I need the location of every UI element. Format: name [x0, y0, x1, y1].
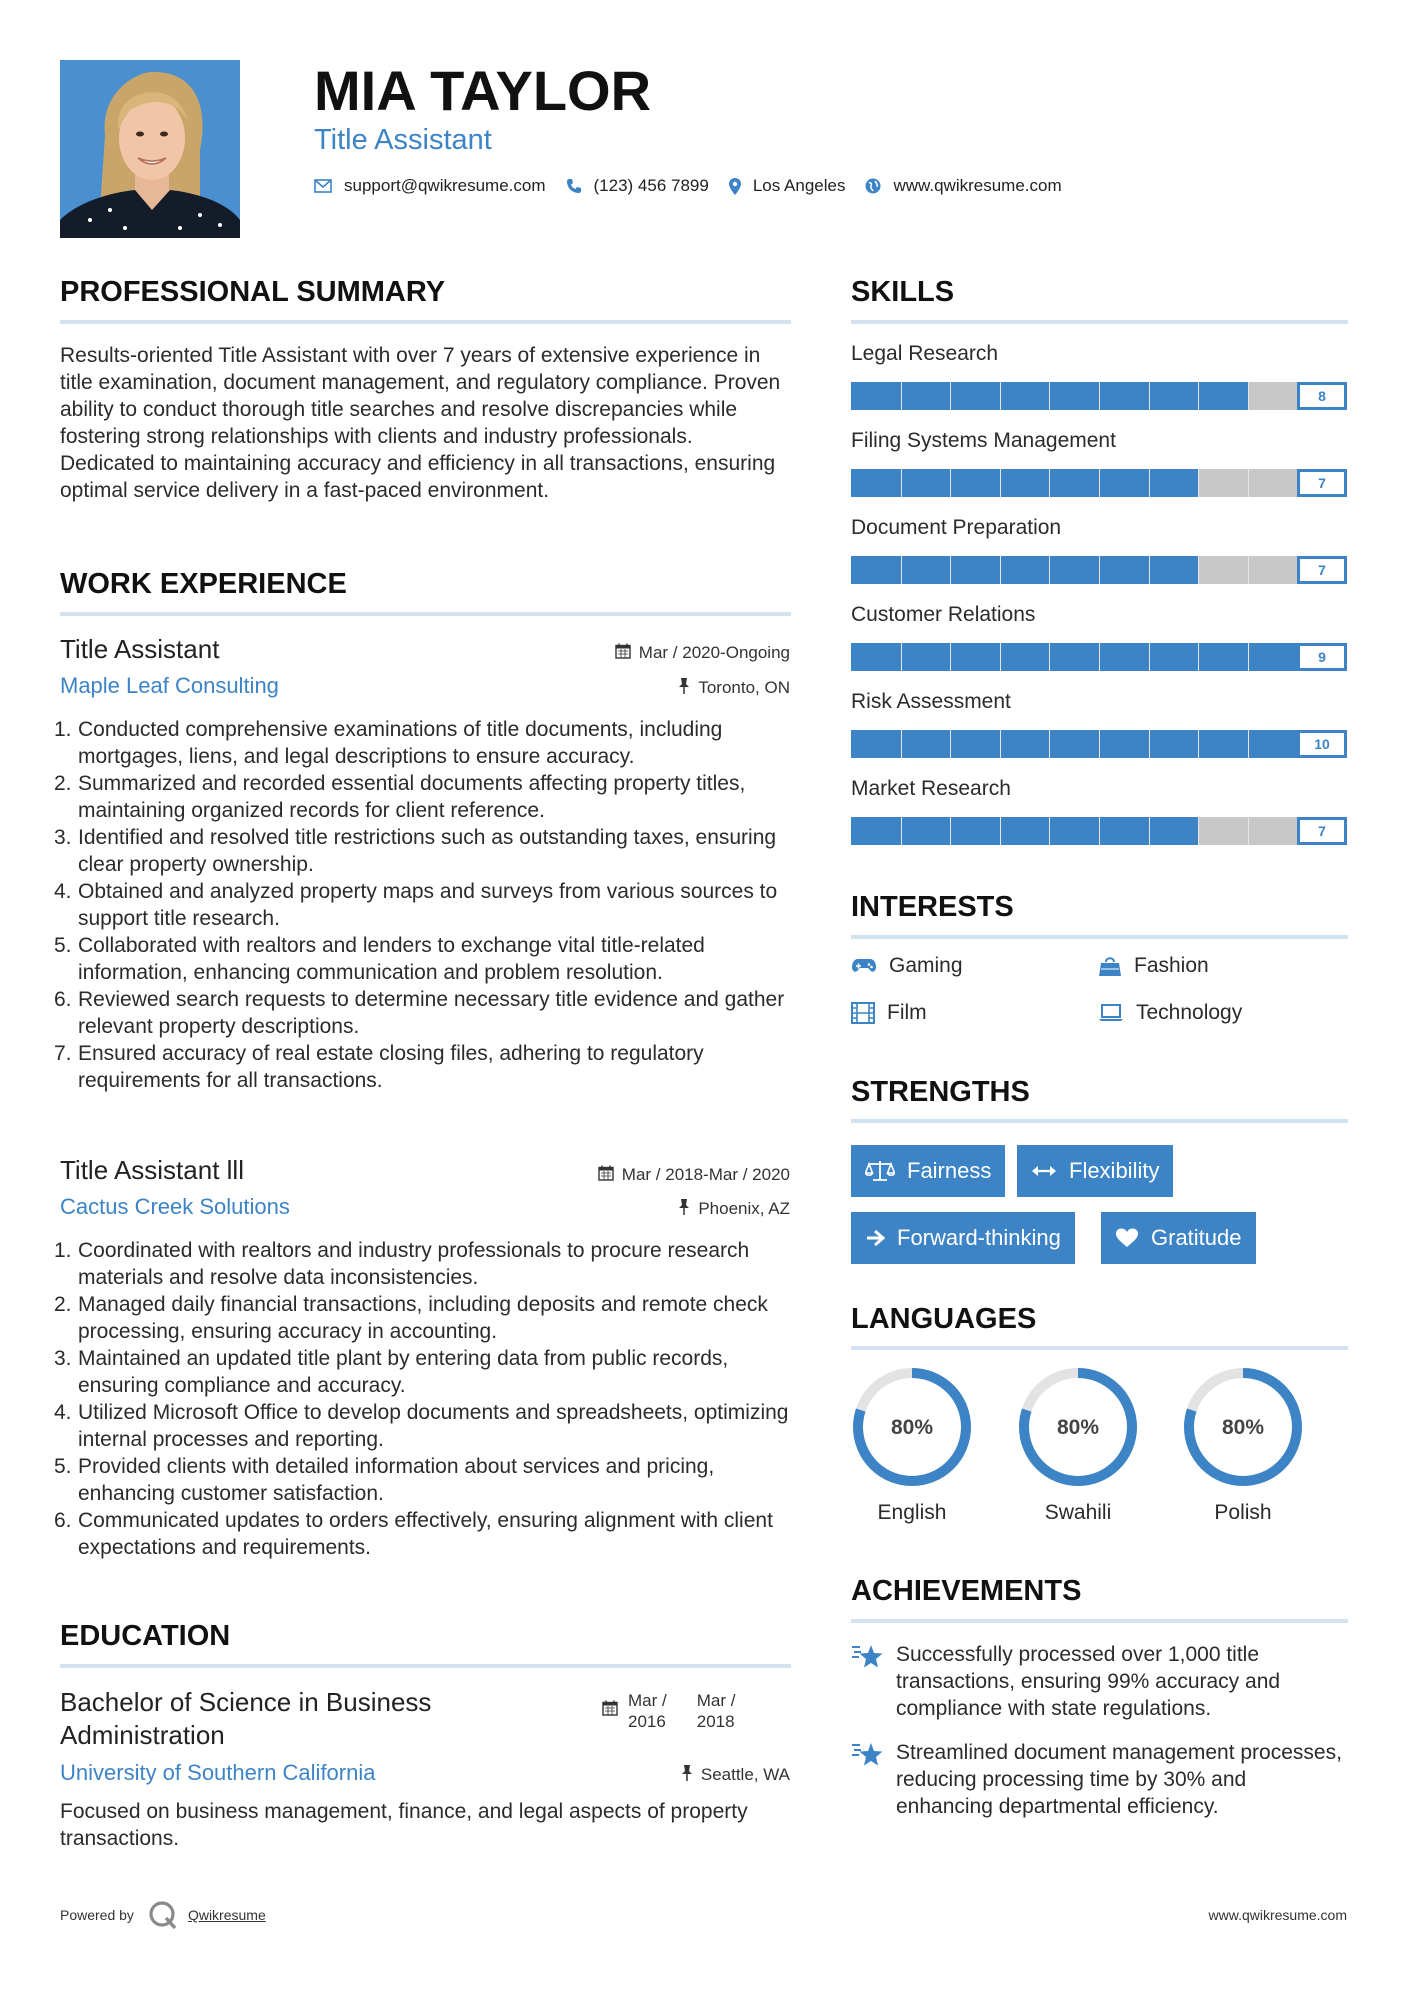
skill-level-badge: 7: [1297, 556, 1347, 584]
website-text: www.qwikresume.com: [893, 176, 1062, 195]
achievement-text: Streamlined document management processes, reducing processing time by 30% and enhancing departmental efficiency.: [896, 1741, 1342, 1818]
language-ring: [1017, 1366, 1139, 1493]
skill-bar-segment: [1149, 382, 1150, 410]
skill-bar-segment: [1149, 817, 1150, 845]
list-item: 2. Managed daily financial transactions, including deposits and remote check processing, ensuring accuracy in accounting.: [54, 1293, 768, 1343]
skill-bar: [851, 817, 1347, 845]
skill-bar-segment: [1099, 643, 1100, 671]
languages-heading: LANGUAGES: [851, 1303, 1037, 1335]
achievements-rule: [851, 1619, 1348, 1623]
language-ring-chart: [1017, 1366, 1139, 1488]
skill-bar-segment: [950, 817, 951, 845]
school-location-text: Seattle, WA: [700, 1765, 790, 1784]
skill-bar-segment: [1198, 469, 1199, 497]
contact-location: [729, 176, 846, 196]
job-location: [678, 678, 790, 698]
qwikresume-link[interactable]: Qwikresume: [187, 1907, 266, 1923]
calendar-icon: [615, 643, 631, 663]
laptop-icon: [1098, 1004, 1124, 1022]
list-item: 5. Provided clients with detailed information about services and pricing, enhancing customer satisfaction.: [54, 1455, 715, 1505]
interest-fashion: Fashion: [1098, 954, 1209, 978]
language-label: English: [877, 1501, 947, 1524]
interest-film: Film: [851, 1001, 927, 1025]
skill-bar-segment: [1248, 817, 1249, 845]
skill-bar-segment: [1248, 469, 1249, 497]
strength-fairness: Fairness: [851, 1145, 1005, 1197]
balance-scale-icon: [865, 1159, 895, 1183]
skill-bar-segment: [950, 643, 951, 671]
list-item: 3. Identified and resolved title restrictions such as outstanding taxes, ensuring clear property ownership.: [54, 826, 777, 876]
arrow-right-icon: [865, 1229, 885, 1247]
skill-level-badge: 10: [1297, 730, 1347, 758]
candidate-name: MIA TAYLOR: [314, 59, 652, 122]
skill-bar-segment: [1099, 556, 1100, 584]
skill-label: Market Research: [851, 777, 1011, 800]
job-location-text: Phoenix, AZ: [698, 1199, 790, 1218]
job-dates-text: Mar / 2020-Ongoing: [638, 643, 790, 662]
calendar-icon: [602, 1700, 618, 1732]
end-date: Mar / 2018: [696, 1691, 736, 1731]
star-badge-icon: [851, 1739, 885, 1774]
pushpin-icon: [681, 1765, 693, 1785]
strengths-heading: STRENGTHS: [851, 1076, 1030, 1108]
skills-rule: [851, 320, 1348, 324]
pushpin-icon: [678, 1199, 690, 1219]
language-ring: [1182, 1366, 1304, 1493]
qwikresume-logo-icon: [148, 1900, 178, 1930]
language-label: Swahili: [1044, 1501, 1112, 1524]
skill-bar-fill: [851, 643, 1297, 671]
education-description: Focused on business management, finance, and legal aspects of property transactions.: [60, 1800, 748, 1850]
skill-bar-segment: [1198, 382, 1199, 410]
skill-bar-segment: [950, 730, 951, 758]
skill-bar-segment: [1149, 643, 1150, 671]
skill-label: Document Preparation: [851, 516, 1062, 539]
start-date: Mar / 2016: [628, 1691, 667, 1731]
phone-icon: [566, 178, 582, 194]
contact-phone[interactable]: [566, 176, 709, 196]
job-bullets: [54, 1237, 796, 1561]
education-heading: EDUCATION: [60, 1620, 231, 1652]
skill-bar-segment: [1099, 469, 1100, 497]
skill-bar-segment: [1049, 730, 1050, 758]
skill-bar-segment: [1049, 817, 1050, 845]
language-ring: [851, 1366, 973, 1493]
footer-powered-by: [60, 1900, 266, 1930]
footer-website[interactable]: www.qwikresume.com: [1208, 1907, 1347, 1923]
school-name: University of Southern California: [60, 1760, 376, 1785]
languages-rule: [851, 1346, 1348, 1350]
skill-bar-segment: [1049, 469, 1050, 497]
skill-bar: [851, 382, 1347, 410]
arrows-horizontal-icon: [1031, 1164, 1057, 1178]
list-item: 4. Utilized Microsoft Office to develop documents and spreadsheets, optimizing internal processes and reporting.: [54, 1401, 789, 1451]
skill-bar-segment: [1000, 469, 1001, 497]
interests-heading: INTERESTS: [851, 891, 1014, 923]
language-ring-chart: [1182, 1366, 1304, 1488]
skill-label: Customer Relations: [851, 603, 1036, 626]
list-item: 6. Reviewed search requests to determine necessary title evidence and gather relevant property descriptions.: [54, 988, 785, 1038]
experience-rule: [60, 612, 791, 616]
strength-flexibility: Flexibility: [1017, 1145, 1173, 1197]
skill-level-badge: 9: [1297, 643, 1347, 671]
contact-email[interactable]: [314, 176, 546, 196]
interest-technology: Technology: [1098, 1001, 1242, 1025]
location-text: Los Angeles: [752, 176, 846, 195]
skill-level-badge: 7: [1297, 817, 1347, 845]
skill-bar-segment: [1049, 556, 1050, 584]
skill-bar-segment: [1198, 643, 1199, 671]
school-location: [681, 1765, 790, 1785]
map-marker-icon: [729, 178, 741, 195]
language-percent: 80%: [890, 1416, 934, 1439]
skill-bar-segment: [901, 469, 902, 497]
experience-heading: WORK EXPERIENCE: [60, 568, 347, 600]
skill-bar-segment: [901, 817, 902, 845]
envelope-icon: [314, 179, 332, 193]
calendar-icon: [598, 1165, 614, 1185]
degree-title: Bachelor of Science in Business Administration: [60, 1687, 432, 1750]
education-rule: [60, 1664, 791, 1668]
skill-bar-segment: [1149, 556, 1150, 584]
skill-bar-segment: [1000, 556, 1001, 584]
skill-level-badge: 8: [1297, 382, 1347, 410]
skill-bar-segment: [950, 556, 951, 584]
skills-heading: SKILLS: [851, 276, 955, 308]
profile-photo: [60, 60, 240, 238]
skill-bar-segment: [901, 730, 902, 758]
job-company: Maple Leaf Consulting: [60, 673, 279, 698]
interest-gaming: Gaming: [851, 954, 963, 978]
list-item: 1. Conducted comprehensive examinations of title documents, including mortgages, liens, and legal descriptions to ensure accuracy.: [54, 718, 723, 768]
skill-bar-segment: [1000, 643, 1001, 671]
skill-bar-segment: [1049, 382, 1050, 410]
skill-label: Legal Research: [851, 342, 999, 365]
job-dates-text: Mar / 2018-Mar / 2020: [621, 1165, 790, 1184]
skill-bar: [851, 469, 1347, 497]
skill-bar-segment: [1149, 469, 1150, 497]
summary-text: Results-oriented Title Assistant with over 7 years of extensive experience in title examination, document management, and regulatory compliance. Proven ability to conduct thorough title searches and resolve discrepancies while fostering strong relationships with clients and industry professionals. Dedicated to maintaining accuracy and efficiency in all transactions, ensuring optimal service delivery in a fast-paced environment.: [60, 344, 781, 502]
skill-label: Filing Systems Management: [851, 429, 1116, 452]
list-item: 2. Summarized and recorded essential documents affecting property titles, maintaining organized records for client reference.: [54, 772, 746, 822]
skill-bar-segment: [901, 556, 902, 584]
job-dates: [598, 1165, 790, 1185]
job-bullets: [54, 716, 796, 1094]
skill-bar: [851, 643, 1347, 671]
star-badge-icon: [851, 1641, 885, 1676]
phone-text: (123) 456 7899: [593, 176, 709, 195]
job-company: Cactus Creek Solutions: [60, 1194, 290, 1219]
skill-bar-segment: [1000, 382, 1001, 410]
summary-rule: [60, 320, 791, 324]
skill-bar-segment: [1099, 817, 1100, 845]
contact-website[interactable]: [865, 176, 1061, 196]
skill-level-badge: 7: [1297, 469, 1347, 497]
achievements-heading: ACHIEVEMENTS: [851, 1575, 1082, 1607]
contact-bar: [314, 176, 1082, 196]
job-title: Title Assistant lll: [60, 1155, 244, 1185]
skill-bar-segment: [1099, 382, 1100, 410]
skill-bar-segment: [1198, 730, 1199, 758]
list-item: 5. Collaborated with realtors and lenders to exchange vital title-related information, enhancing communication and problem resolution.: [54, 934, 705, 984]
skill-bar-segment: [1099, 730, 1100, 758]
language-ring-chart: [851, 1366, 973, 1488]
achievement-text: Successfully processed over 1,000 title transactions, ensuring 99% accuracy and compliance with state regulations.: [896, 1643, 1281, 1720]
list-item: 6. Communicated updates to orders effectively, ensuring alignment with client expectations and requirements.: [54, 1509, 773, 1559]
language-percent: 80%: [1056, 1416, 1100, 1439]
skill-bar-segment: [1248, 643, 1249, 671]
summary-heading: PROFESSIONAL SUMMARY: [60, 276, 446, 308]
language-label: Polish: [1214, 1501, 1272, 1524]
skill-bar-fill: [851, 556, 1198, 584]
skill-bar-segment: [950, 469, 951, 497]
skill-bar-segment: [1198, 556, 1199, 584]
job-title: Title Assistant: [60, 634, 220, 664]
skill-bar: [851, 730, 1347, 758]
job-location: [678, 1199, 790, 1219]
heart-icon: [1115, 1228, 1139, 1248]
email-text: support@qwikresume.com: [344, 176, 546, 195]
skill-bar-segment: [901, 382, 902, 410]
language-percent: 80%: [1221, 1416, 1265, 1439]
candidate-title: Title Assistant: [314, 124, 492, 156]
list-item: 1. Coordinated with realtors and industry professionals to procure research materials and resolve data inconsistencies.: [54, 1239, 750, 1289]
skill-bar-segment: [1248, 556, 1249, 584]
skill-bar-segment: [1000, 817, 1001, 845]
skill-bar-segment: [1000, 730, 1001, 758]
job-dates: [615, 643, 790, 663]
strength-gratitude: Gratitude: [1101, 1212, 1256, 1264]
powered-by-label: Powered by: [60, 1907, 134, 1923]
skill-bar-segment: [1049, 643, 1050, 671]
list-item: 4. Obtained and analyzed property maps and surveys from various sources to support title research.: [54, 880, 778, 930]
list-item: 3. Maintained an updated title plant by entering data from public records, ensuring compliance and accuracy.: [54, 1347, 729, 1397]
skill-bar-fill: [851, 817, 1198, 845]
gamepad-icon: [851, 958, 877, 974]
skill-bar-segment: [1248, 382, 1249, 410]
interests-rule: [851, 935, 1348, 939]
skill-bar-segment: [1149, 730, 1150, 758]
pushpin-icon: [678, 678, 690, 698]
skill-bar-segment: [1248, 730, 1249, 758]
skill-bar-segment: [1198, 817, 1199, 845]
strengths-rule: [851, 1119, 1348, 1123]
film-icon: [851, 1002, 875, 1024]
globe-icon: [865, 178, 881, 194]
skill-label: Risk Assessment: [851, 690, 1011, 713]
skill-bar: [851, 556, 1347, 584]
shopping-bag-icon: [1098, 955, 1122, 977]
education-dates: [602, 1690, 735, 1732]
job-location-text: Toronto, ON: [698, 678, 790, 697]
skill-bar-fill: [851, 469, 1198, 497]
skill-bar-segment: [901, 643, 902, 671]
list-item: 7. Ensured accuracy of real estate closing files, adhering to regulatory requirements for all transactions.: [54, 1042, 704, 1092]
skill-bar-segment: [950, 382, 951, 410]
strength-forward-thinking: Forward-thinking: [851, 1212, 1075, 1264]
